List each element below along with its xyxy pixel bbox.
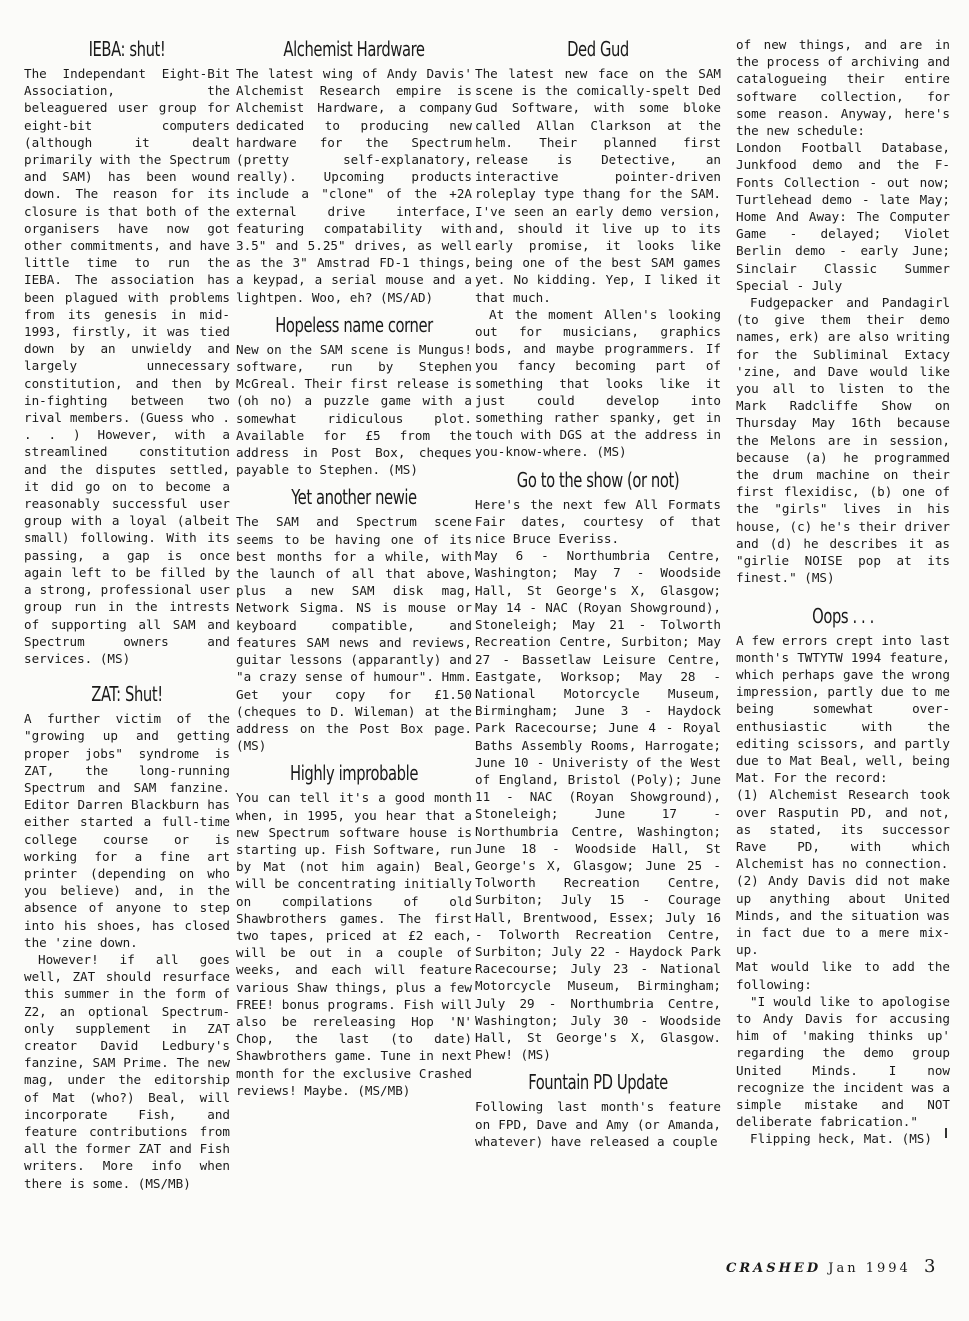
- page-footer: [726, 1256, 935, 1277]
- paragraph: The Independant Eight-Bit Association, the beleaguered user group for eight-bit computers (although it dealt primarily with the Spectrum and SAM) has been wound down. The reason for its closure is that both of the organisers have now got other commitments, and have little time to run the IEBA. The association has been plagued with problems from its genesis in mid-1993, firstly, it was tied down by an unwieldy and largely unnecessary constitution, and then by in-fighting between two rival members. (Guess who . . . ) However, with a streamlined constitution and the disputes settled, it did go on to become a reasonably successful user group with a loyal (albeit small) following. With its passing, a gap is once again left to be filled by a strong, professional user group run in the intrests of supporting all SAM and Spectrum owners and services. (MS): [24, 66, 230, 666]
- paragraph: The latest new face on the SAM scene is the comically-spelt Ded Gud Software, with some bloke called Allan Clarkson at the helm. Their planned first release is Detective, an interactive pointer-driven roleplay type thang for the SAM. I've seen an early demo version, and, should it live up to its early promise, it looks like being one of the best SAM games yet. No kidding. Yep, I liked it that much.: [475, 66, 721, 305]
- article-highly-improbable: [236, 760, 472, 1099]
- paragraph: Fudgepacker and Pandagirl (to give them their demo names, erk) are also writing for the Subliminal Extacy 'zine, and Dave would like you all to listen to the Mark Radcliffe Show on Thursday May 16th because the Melons are in session, because (a) he programmed the drum machine on their first flexidisc, (b) one of the "girls" lives in his house, (c) he's their driver and (d) he describes it as "girlie NOISE pop at its finest." (MS): [736, 295, 950, 586]
- headline: Oops . . .: [812, 603, 874, 628]
- article-hopeless-name: [236, 312, 472, 479]
- paragraph: A few errors crept into last month's TWTYTW 1994 feature, which perhaps gave the wrong impression, partly due to me being somewhat over-enthusiastic with the editing scissors, and partly due to Mat Beal, well, being Mat. For the record:: [736, 632, 950, 786]
- column-2: [236, 36, 472, 1105]
- headline: Fountain PD Update: [528, 1070, 668, 1095]
- paragraph: The latest wing of Andy Davis' Alchemist Research empire is Alchemist Hardware, a company dedicated to producing new hardware for the Spectrum (pretty self-explanatory, really). Upcoming products include a "clone" of the +2A external drive interface, featuring compatability with 3.5" and 5.25" drives, as well as the 3" Amstrad FD-1 things, a keypad, a serial mouse and a lightpen. Woo, eh? (MS/AD): [236, 66, 472, 305]
- headline: Hopeless name corner: [275, 312, 433, 337]
- paragraph: (1) Alchemist Research took over Rasputin PD, and not, as stated, its successor Rave PD, with which Alchemist has no connection.: [736, 787, 950, 872]
- paragraph: You can tell it's a good month when, in 1995, you hear that a new Spectrum software house is starting up. Fish Software, run by Mat (not him again) Beal, will be concentrating initially on compilations of old Shawbrothers games. The first two tapes, priced at £2 each, will be out in a couple of weeks, and each will feature various Shaw things, plus a few FREE! bonus programs. Fish will also be rereleasing Hop 'N' Chop, the last (to date) Shawbrothers game. Tune in next month for the exclusive Crashed reviews! Maybe. (MS/MB): [236, 790, 472, 1098]
- headline: IEBA: shut!: [88, 37, 166, 61]
- article-alchemist-hardware: [236, 36, 472, 306]
- article-yet-another-newie: [236, 484, 472, 754]
- column-1: [24, 36, 230, 1198]
- issue-date: Jan 1994: [828, 1261, 911, 1276]
- paragraph: "I would like to apologise to Andy Davis for accusing him of 'making thinks up' regarding the demo group United Minds. I now recognize the incident was a simple mistake and NOT deliberate fabrication.": [736, 993, 950, 1130]
- paragraph: of new things, and are in the process of archiving and catalogueing their entire software collection, for some reason. Anyway, here's the new schedule:: [736, 37, 950, 139]
- paragraph: (2) Andy Davis did not make up anything about United Minds, and the situation was in fact due to a mere mix-up.: [736, 873, 950, 958]
- paragraph: Mat would like to add the following:: [736, 959, 950, 992]
- paragraph: New on the SAM scene is Mungus! software, run by Stephen McGreal. Their first release is (oh no) a puzzle game with a somewhat ridiculous plot. Available for £5 from the address in Post Box, cheques payable to Stephen. (MS): [236, 341, 472, 478]
- paragraph: May 6 - Northumbria Centre, Washington; May 7 - Woodside Hall, St George's X, Glasgow; May 14 - NAC (Royan Showground), Stoneleigh; May 21 - Tolworth Recreation Centre, Surbiton; May 27 - Bassetlaw Leisure Centre, Eastgate, Worksop; May 28 - National Motorcycle Museum, Birmingham; June 3 - Haydock Park Racecourse; June 4 - Royal Baths Assembly Rooms, Harrogate; June 10 - Univeristy of the West of England, Bristol (Poly); June 11 - NAC (Royan Showground), Stoneleigh; June 17 - Northumbria Centre, Washington; June 18 - Woodside Hall, St George's X, Glasgow; June 25 - Tolworth Recreation Centre, Surbiton; July 15 - Courage Hall, Brentwood, Essex; July 16 - Tolworth Recreation Centre, Surbiton; July 22 - Haydock Park Racecourse; July 23 - National Motorcycle Museum, Birmingham; July 29 - Northumbria Centre, Washington; July 30 - Woodside Hall, St George's X, Glasgow. Phew! (MS): [475, 548, 721, 1063]
- column-4: [736, 36, 950, 1154]
- headline: Yet another newie: [291, 485, 417, 510]
- headline: Ded Gud: [567, 37, 629, 61]
- headline: Highly improbable: [290, 761, 418, 786]
- headline: ZAT: Shut!: [91, 682, 163, 707]
- column-3: [475, 36, 721, 1156]
- paragraph: London Football Database, Junkfood demo and the F-Fonts Collection - out now; Turtlehead demo - late May; Home And Away: The Computer Game - delayed; Violet Berlin demo - early June; Sinclair Classic Summer Special - July: [736, 140, 950, 293]
- paragraph: However! if all goes well, ZAT should resurface this summer in the form of Z2, an optional Spectrum-only supplement in ZAT creator David Ledbury's fanzine, SAM Prime. The new mag, under the editorship of Mat (who?) Beal, will incorporate Fish, and feature contributions from all the former ZAT and Fish writers. More info when there is some. (MS/MB): [24, 951, 230, 1191]
- headline: Go to the show (or not): [516, 467, 680, 492]
- article-fountain-pd-continued: [736, 36, 950, 587]
- paragraph: At the moment Allen's looking out for musicians, graphics bods, and maybe programmers. If you fancy becoming part of something that looks like it just could develop into something rather spanky, get in touch with DGS at the address in you-know-where. (MS): [475, 306, 721, 460]
- paragraph: Flipping heck, Mat. (MS): [750, 1131, 932, 1147]
- article-ded-gud: [475, 36, 721, 461]
- page-number: 3: [923, 1256, 936, 1277]
- paragraph: A further victim of the "growing up and getting proper jobs" syndrome is ZAT, the long-running Spectrum and SAM fanzine. Editor Darren Blackburn has either started a full-time college course or is working for a fine art printer (depending on who you believe) and, in the absence of anyone to step into his shoes, has closed the 'zine down.: [24, 711, 230, 950]
- headline: Alchemist Hardware: [283, 37, 425, 61]
- article-ieba: [24, 36, 230, 667]
- paragraph: Here's the next few All Formats Fair dates, courtesy of that nice Bruce Everiss.: [475, 496, 721, 547]
- paragraph: The SAM and Spectrum scene seems to be having one of its best months for a while, with the launch of all that above, plus a new SAM disk mag, Network Sigma. NS is mouse or keyboard compatible, and features SAM news and reviews, guitar lessons (apparantly) and "a crazy sense of humour". Hmm. Get your copy for £1.50 (cheques to D. Wileman) at the address on the Post Box page. (MS): [236, 514, 472, 754]
- article-go-to-the-show: [475, 467, 721, 1064]
- magazine-name: CRASHED: [726, 1261, 822, 1276]
- article-oops: [736, 603, 950, 1148]
- margin-mark: [945, 1128, 947, 1138]
- article-zat: [24, 681, 230, 1192]
- article-fountain-pd: [475, 1069, 721, 1150]
- paragraph: Following last month's feature on FPD, Dave and Amy (or Amanda, whatever) have released a couple: [475, 1099, 721, 1149]
